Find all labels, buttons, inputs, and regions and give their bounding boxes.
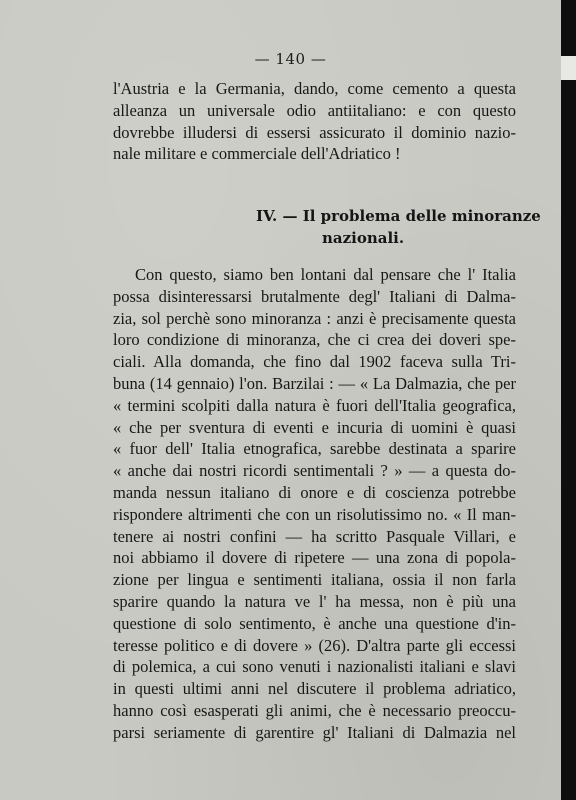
page-number: — 140 —: [254, 50, 327, 68]
scan-edge-mark: [561, 56, 576, 80]
text-line: possa disinteressarsi brutalmente degl' Italiani di Dalma-: [113, 286, 516, 306]
text-line: zia, sol perchè sono minoranza : anzi è precisamente questa: [113, 308, 516, 328]
section-heading: [256, 205, 541, 249]
text-line: in questi ultimi anni nel discutere il problema adriatico,: [113, 679, 516, 699]
text-line: rispondere altrimenti che con un risolutissimo no. « Il man-: [113, 504, 516, 524]
text-line: di polemica, a cui sono venuti i nazionalisti italiani e slavi: [113, 657, 516, 677]
text-line: nale militare e commerciale dell'Adriatico !: [113, 144, 401, 164]
text-line: teresse politico e di dovere » (26). D'altra parte gli eccessi: [113, 635, 516, 655]
text-line: « che per sventura di eventi e incuria di uomini è quasi: [113, 417, 516, 437]
text-line: « termini scolpiti dalla natura è fuori dell'Italia geografica,: [113, 395, 516, 415]
text-line: dovrebbe illudersi di essersi assicurato il dominio nazio-: [113, 122, 516, 142]
text-line: « anche dai nostri ricordi sentimentali ? » — a questa do-: [113, 461, 516, 481]
text-line: « fuor dell' Italia etnografica, sarebbe destinata a sparire: [113, 439, 516, 459]
text-line: tenere ai nostri confini — ha scritto Pasquale Villari, e: [113, 526, 516, 546]
text-line: parsi seriamente di garentire gl' Italiani di Dalmazia nel: [113, 722, 516, 742]
text-line: l'Austria e la Germania, dando, come cemento a questa: [113, 79, 516, 98]
section-heading-line: IV. — Il problema delle minoranze: [256, 207, 541, 225]
text-line: loro condizione di minoranza, che ci crea dei doveri spe-: [113, 330, 516, 350]
text-line: zione per lingua e sentimenti italiana, ossia il non farla: [113, 570, 516, 590]
text-line: questione di solo sentimento, è anche una questione d'in-: [113, 613, 516, 633]
text-line: Con questo, siamo ben lontani dal pensare che l' Italia: [135, 265, 516, 284]
text-line: manda nessun italiano di onore e di coscienza potrebbe: [113, 482, 516, 502]
text-line: buna (14 gennaio) l'on. Barzilai : — « La Dalmazia, che per: [113, 373, 516, 393]
top-paragraph: [113, 78, 516, 165]
main-paragraph: [113, 264, 516, 744]
text-line: hanno così esasperati gli animi, che è necessario preoccu-: [113, 700, 516, 720]
text-line: alleanza un universale odio antiitaliano: e con questo: [113, 100, 516, 120]
section-heading-line: nazionali.: [322, 229, 405, 247]
text-line: ciali. Alla domanda, che fino dal 1902 faceva sulla Tri-: [113, 352, 516, 372]
text-line: noi abbiamo il dovere di ripetere — una zona di popola-: [113, 548, 516, 568]
text-line: sparire quando la natura ve l' ha messa, non è più una: [113, 591, 516, 611]
